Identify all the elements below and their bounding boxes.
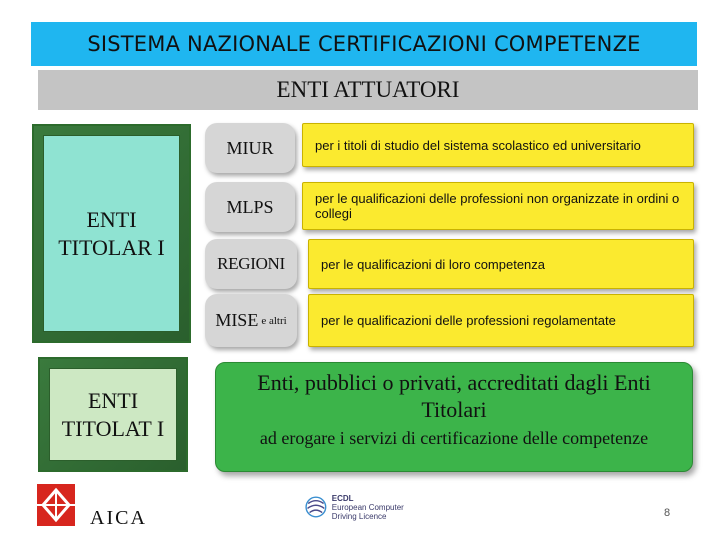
entity-mise-label: MISE xyxy=(215,310,259,330)
enti-titolari-box xyxy=(32,124,191,343)
description-regioni xyxy=(308,239,694,289)
entity-miur-label: MIUR xyxy=(226,137,274,158)
main-title-bar xyxy=(31,22,697,66)
enti-attuatori-panel xyxy=(215,362,693,472)
ecdl-tagline: European Computer Driving Licence xyxy=(331,502,404,521)
aica-logo-icon xyxy=(37,484,75,526)
enti-titolati-box xyxy=(38,357,188,472)
entity-mlps-label: MLPS xyxy=(226,196,274,217)
entity-miur xyxy=(205,123,295,173)
enti-titolari-label: ENTI TITOLAR I xyxy=(43,135,180,332)
description-miur xyxy=(302,123,694,167)
aica-logo-text: AICA xyxy=(90,507,147,529)
entity-regioni xyxy=(205,239,297,289)
page-number: 8 xyxy=(664,507,671,519)
ecdl-globe-icon xyxy=(304,490,328,524)
entity-regioni-label: REGIONI xyxy=(217,254,285,273)
panel-line-1: Enti, pubblici o privati, accreditati dagli Enti Titolari xyxy=(257,370,651,422)
description-mise-text: per le qualificazioni delle professioni regolamentate xyxy=(321,313,616,328)
description-mise xyxy=(308,294,694,347)
ecdl-name: ECDL xyxy=(331,493,354,503)
subtitle: ENTI ATTUATORI xyxy=(276,77,460,102)
enti-titolati-label: ENTI TITOLAT I xyxy=(49,368,177,461)
ecdl-logo xyxy=(304,490,422,524)
entity-mise-suffix: e altri xyxy=(261,314,287,327)
description-mlps-text: per le qualificazioni delle professioni non organizzate in ordini o collegi xyxy=(315,191,680,221)
main-title: SISTEMA NAZIONALE CERTIFICAZIONI COMPETENZE xyxy=(87,32,641,56)
description-mlps xyxy=(302,182,694,230)
description-miur-text: per i titoli di studio del sistema scolastico ed universitario xyxy=(315,137,641,153)
subtitle-bar xyxy=(38,70,698,110)
entity-mlps xyxy=(205,182,295,232)
panel-line-2: ad erogare i servizi di certificazione delle competenze xyxy=(259,428,649,448)
description-regioni-text: per le qualificazioni di loro competenza xyxy=(321,256,546,272)
entity-mise xyxy=(205,294,297,347)
